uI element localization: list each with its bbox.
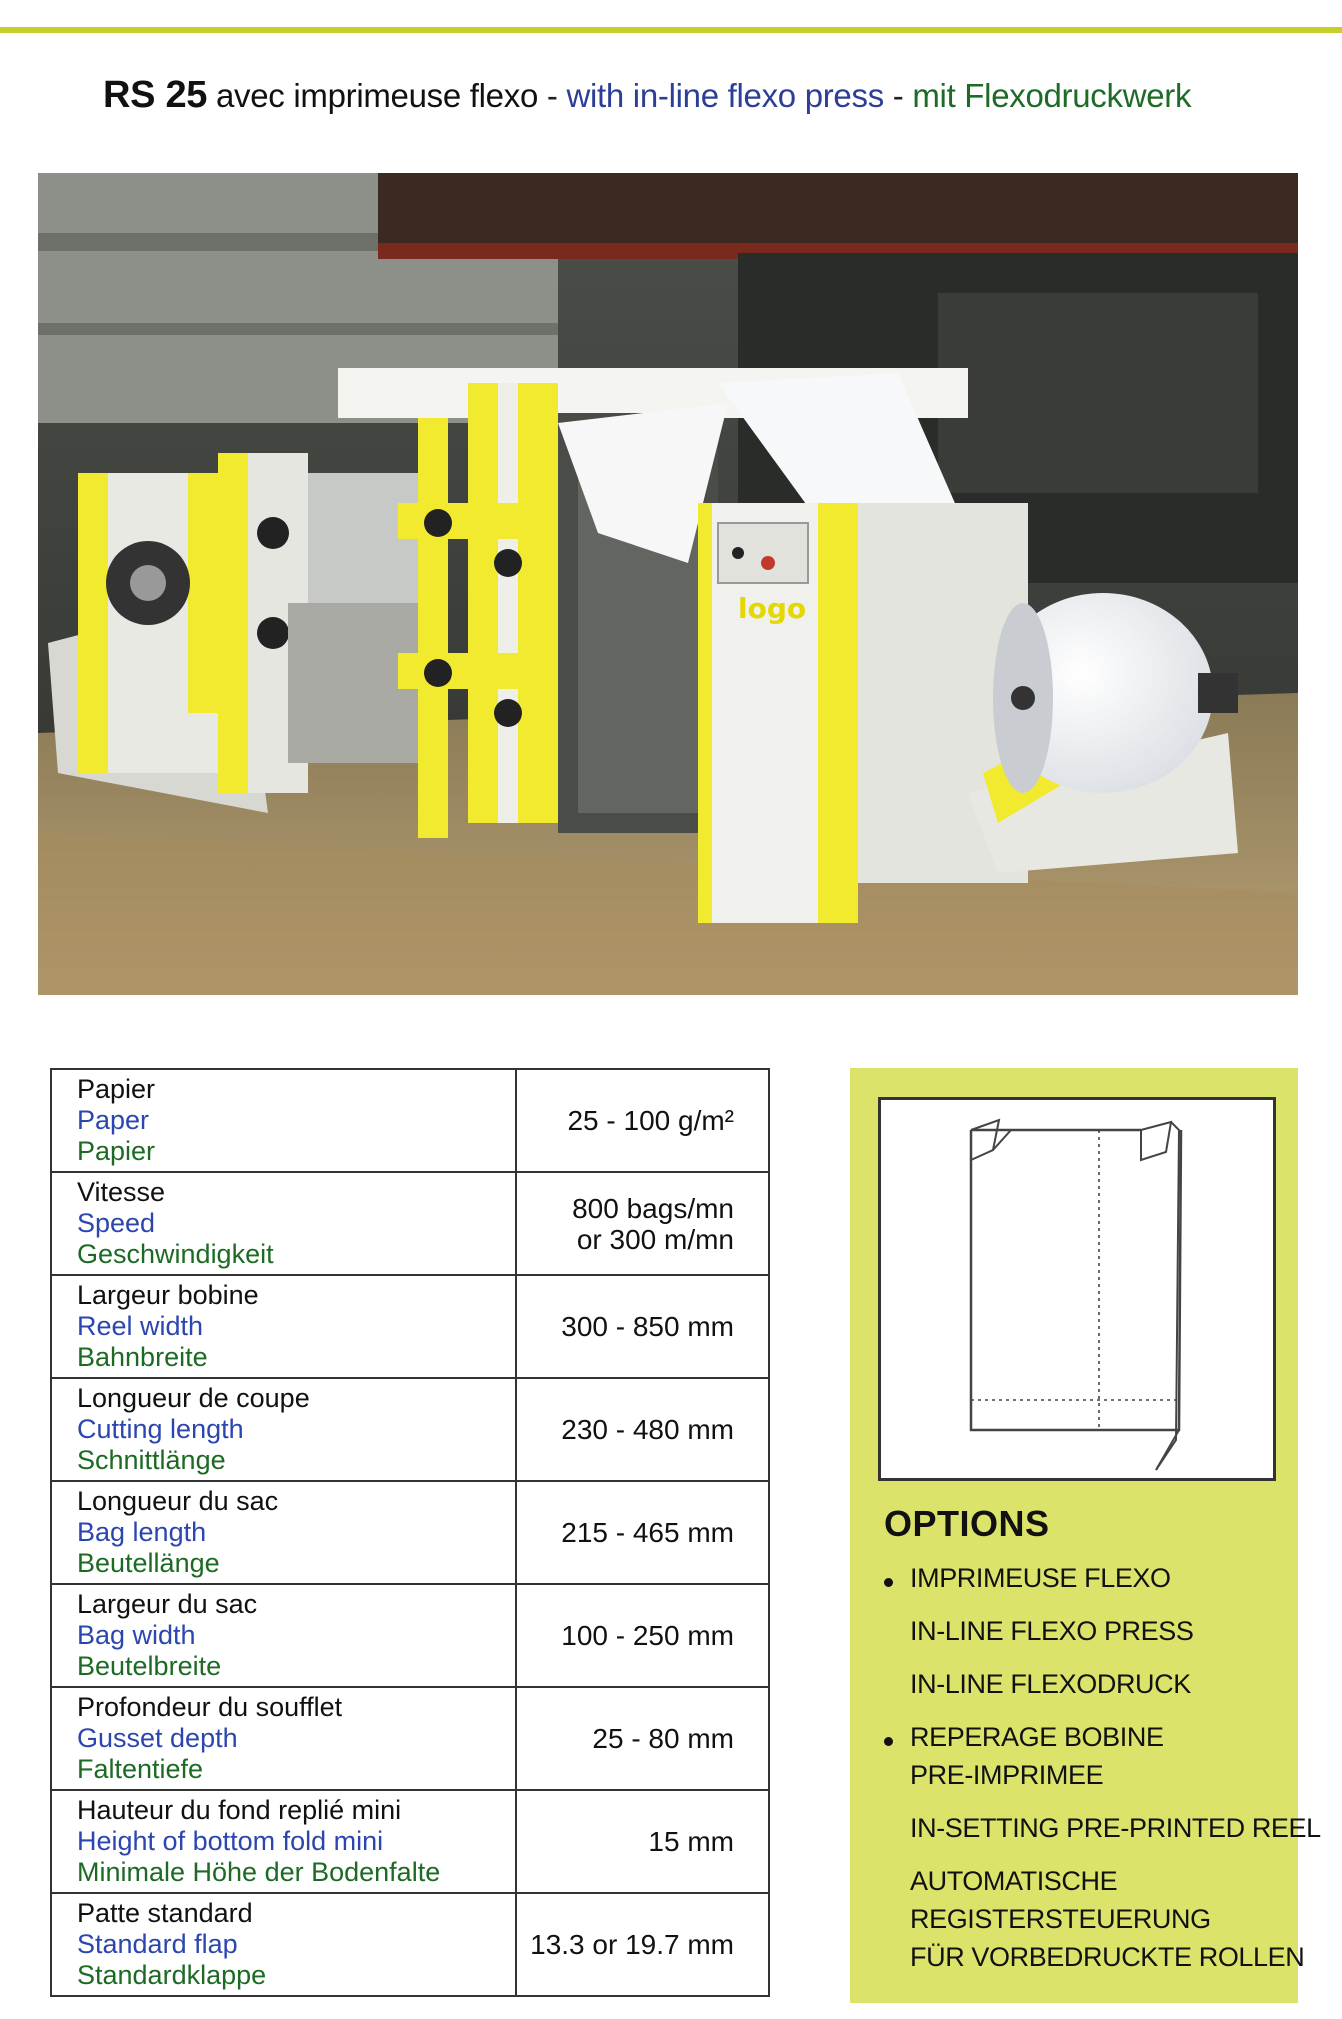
option-line: IN-SETTING PRE-PRINTED REEL — [910, 1813, 1321, 1843]
spec-row — [51, 1687, 769, 1790]
spec-label-en: Gusset depth — [77, 1723, 238, 1753]
spec-value: 25 - 100 g/m² — [567, 1105, 734, 1136]
spec-value-cell — [516, 1790, 769, 1893]
spec-label-en: Speed — [77, 1208, 156, 1238]
spec-value: 230 - 480 mm — [561, 1414, 734, 1445]
spec-row — [51, 1481, 769, 1584]
spec-label-cell — [51, 1172, 516, 1275]
spec-label-de: Beutellänge — [77, 1548, 220, 1578]
spec-label-fr: Longueur de coupe — [77, 1383, 310, 1413]
spec-label-de: Beutelbreite — [77, 1651, 222, 1681]
top-accent-rule — [0, 27, 1342, 33]
spec-label-de: Geschwindigkeit — [77, 1239, 274, 1269]
model-name: RS 25 — [103, 74, 208, 116]
spec-table — [50, 1068, 770, 1997]
spec-label-fr: Profondeur du soufflet — [77, 1692, 343, 1722]
spec-label-fr: Papier — [77, 1074, 156, 1104]
spec-label-fr: Largeur du sac — [77, 1589, 258, 1619]
options-panel — [850, 1068, 1321, 2003]
spec-label-de: Papier — [77, 1136, 156, 1166]
spec-value: 100 - 250 mm — [561, 1620, 734, 1651]
spec-value-cell — [516, 1893, 769, 1996]
spec-label-fr: Hauteur du fond replié mini — [77, 1795, 402, 1825]
machine-photo — [38, 173, 1298, 995]
spec-label-cell — [51, 1584, 516, 1687]
spec-label-fr: Largeur bobine — [77, 1280, 259, 1310]
spec-value: 215 - 465 mm — [561, 1517, 734, 1548]
spec-label-cell — [51, 1275, 516, 1378]
spec-label-en: Paper — [77, 1105, 150, 1135]
option-line: AUTOMATISCHE — [910, 1866, 1118, 1896]
spec-label-cell — [51, 1687, 516, 1790]
spec-label-fr: Longueur du sac — [77, 1486, 279, 1516]
spec-label-en: Height of bottom fold mini — [77, 1826, 384, 1856]
spec-value-cell — [516, 1481, 769, 1584]
bag-diagram-frame — [878, 1097, 1276, 1481]
option-line: PRE-IMPRIMEE — [910, 1760, 1104, 1790]
spec-label-fr: Patte standard — [77, 1898, 253, 1928]
spec-label-de: Bahnbreite — [77, 1342, 208, 1372]
spec-value-cell — [516, 1687, 769, 1790]
spec-label-de: Minimale Höhe der Bodenfalte — [77, 1857, 441, 1887]
spec-row — [51, 1893, 769, 1996]
option-line: REPERAGE BOBINE — [910, 1722, 1164, 1752]
spec-label-de: Faltentiefe — [77, 1754, 204, 1784]
spec-label-en: Cutting length — [77, 1414, 244, 1444]
title-german: mit Flexodruckwerk — [912, 77, 1192, 114]
option-line: IMPRIMEUSE FLEXO — [910, 1563, 1171, 1593]
option-line: IN-LINE FLEXO PRESS — [910, 1616, 1194, 1646]
spec-value: 300 - 850 mm — [561, 1311, 734, 1342]
spec-row — [51, 1790, 769, 1893]
spec-value: 13.3 or 19.7 mm — [530, 1929, 734, 1960]
spec-row — [51, 1584, 769, 1687]
spec-label-cell — [51, 1069, 516, 1172]
bullet-icon — [884, 1737, 893, 1746]
spec-row — [51, 1172, 769, 1275]
spec-label-cell — [51, 1481, 516, 1584]
options-title: OPTIONS — [884, 1503, 1050, 1544]
bag-diagram — [881, 1100, 1273, 1478]
option-line: IN-LINE FLEXODRUCK — [910, 1669, 1191, 1699]
spec-row — [51, 1275, 769, 1378]
spec-value-cell — [516, 1069, 769, 1172]
spec-label-en: Bag width — [77, 1620, 196, 1650]
page-title — [103, 74, 1303, 117]
spec-label-de: Schnittlänge — [77, 1445, 226, 1475]
machine-logo: logo — [738, 592, 807, 625]
spec-label-cell — [51, 1378, 516, 1481]
option-line: FÜR VORBEDRUCKTE ROLLEN — [910, 1942, 1305, 1972]
spec-value-cell — [516, 1584, 769, 1687]
spec-label-cell — [51, 1893, 516, 1996]
title-french: avec imprimeuse flexo — [216, 77, 538, 114]
machine-illustration — [38, 173, 1298, 995]
spec-label-de: Standardklappe — [77, 1960, 267, 1990]
spec-label-en: Bag length — [77, 1517, 207, 1547]
bullet-icon — [884, 1578, 893, 1587]
option-line: REGISTERSTEUERUNG — [910, 1904, 1211, 1934]
spec-value-cell — [516, 1275, 769, 1378]
spec-label-cell — [51, 1790, 516, 1893]
title-separator: - — [546, 77, 558, 114]
spec-value: 800 bags/mn — [572, 1192, 734, 1224]
spec-label-en: Standard flap — [77, 1929, 238, 1959]
spec-row — [51, 1378, 769, 1481]
spec-row — [51, 1069, 769, 1172]
spec-value-cell — [516, 1378, 769, 1481]
spec-value-cell — [516, 1172, 769, 1275]
spec-value: or 300 m/mn — [576, 1223, 734, 1255]
spec-value: 25 - 80 mm — [592, 1723, 734, 1754]
title-separator: - — [892, 77, 904, 114]
spec-value: 15 mm — [648, 1826, 734, 1857]
spec-label-en: Reel width — [77, 1311, 204, 1341]
title-english: with in-line flexo press — [566, 77, 884, 114]
spec-label-fr: Vitesse — [77, 1177, 166, 1207]
